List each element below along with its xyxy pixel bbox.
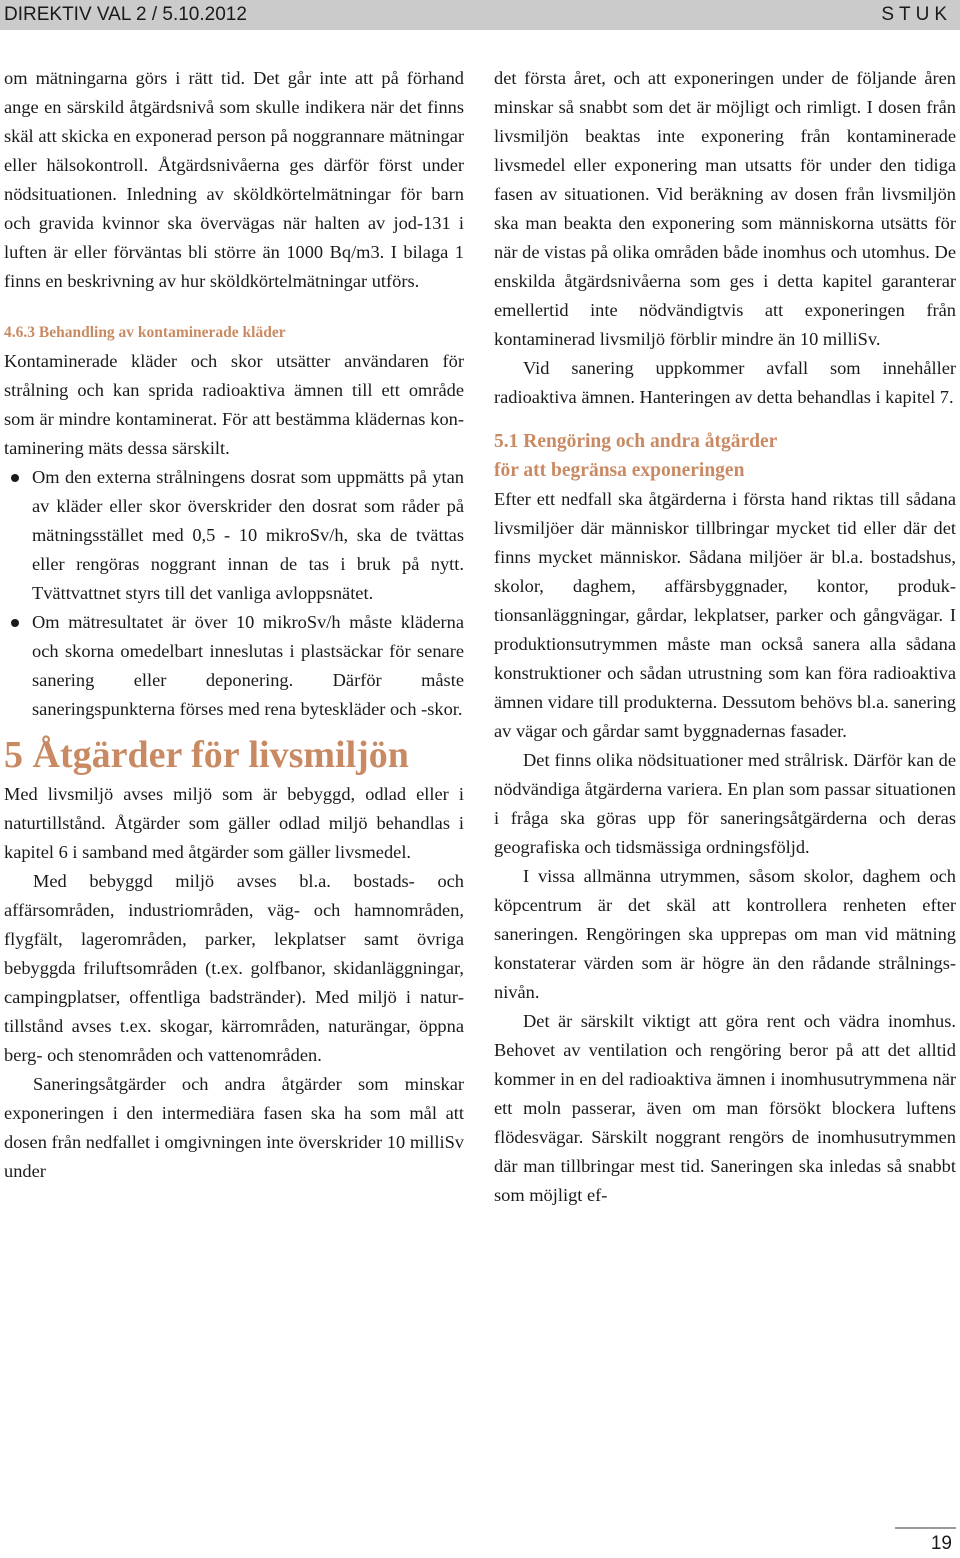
header-publisher: STUK	[881, 4, 952, 25]
subsection-heading: 4.6.3 Behandling av kontaminerade kläder	[4, 324, 286, 341]
section-heading	[494, 427, 956, 485]
body-paragraph: Med bebyggd miljö avses bl.a. bostads- och affärsområden, industriområden, väg- och hamnområden, flygfält, lagerområden, parker, lekplatser samt övriga bebyggda friluftsområden (t.ex. golfbanor, skidanläggningar, campingplatser, offentliga badstränder). Med miljö i naturtillstånd avses t.ex. skogar, kärrområden, naturängar, öppna berg- och stenområden och vattenområden.	[4, 871, 464, 1065]
body-paragraph: om mätningarna görs i rätt tid. Det går inte att på förhand ange en särskild åtgärdsnivå som skulle indikera när det finns skäl att skicka en exponerad person på noggrannare mätningar eller hälsokontroll. Åtgärdsnivåerna ges därför först under nödsituationen. Inledning av sköldkörtelmätningar för barn och gravida kvinnor ska övervägas när halten av jod-131 i luften är eller förväntas bli större än 1000 Bq/m3. I bilaga 1 finns en beskrivning av hur sköldkörtelmätningar utförs.	[4, 68, 464, 291]
right-column	[494, 64, 956, 1210]
bullet-icon	[11, 619, 19, 627]
page-number: 19	[930, 1533, 952, 1554]
body-paragraph: Saneringsåtgärder och andra åtgärder som minskar exponeringen i den intermediära fasen ska ha som mål att dosen från nedfallet i omgivningen inte överskrider 10 milliSv under	[4, 1074, 464, 1181]
body-paragraph: I vissa allmänna utrymmen, såsom skolor, daghem och köpcentrum är det skäl att kontrollera renheten efter saneringen. Rengöringen ska upprepas om man vid mätning konstaterar värden som är högre än den rådande strålningsnivån.	[494, 866, 956, 1002]
body-paragraph: Med livsmiljö avses miljö som är bebyggd, odlad eller i naturtillstånd. Åtgärder som gäller odlad miljö behandlas i kapitel 6 i samband med åtgärder som gäller livsmedel.	[4, 784, 464, 862]
body-paragraph: det första året, och att exponeringen under de följande åren minskar så snabbt som det är möjligt och rimligt. I dosen från livsmiljön beaktas inte exponering från kontaminerade livsmedel eller exponering man utsatts för under den tidiga fasen av situationen. Vid beräkning av dosen från livsmiljön ska man beakta den exponering som människorna utsätts för när de vistas på olika områden både inomhus och utomhus. De enskilda åtgärdsnivåerna som ges i detta kapitel garanterar emellertid inte nödvändigtvis att exponeringen från kontaminerad livsmiljö förblir mindre än 10 milliSv.	[494, 68, 956, 349]
chapter-title: 5 Åtgärder för livsmiljön	[4, 734, 409, 776]
section-heading-line-1: 5.1 Rengöring och andra åtgärder	[494, 431, 778, 452]
list-item	[4, 463, 464, 608]
body-paragraph: Efter ett nedfall ska åtgärderna i första hand riktas till sådana livsmiljöer där människor tillbringar mycket tid eller där det finns mycket människor. Sådana miljöer är bl.a. bostadshus, skolor, daghem, affärsbyggnader, kontor, produktionsanläggningar, gårdar, lekplatser, parker och gångvägar. I produktionsutrymmen måste man också sanera alla sådana konstruktioner och sådan utrustning som kan föra radioaktiva ämnen vidare till produkterna. Dessutom behövs bl.a. sanering av vägar och gårdar samt byggnadernas fasader.	[494, 489, 956, 741]
body-paragraph: Kontaminerade kläder och skor utsätter användaren för strålning och kan sprida radioaktiva ämnen till ett område som är mindre kontaminerat. För att bestämma klädernas kontaminering mäts dessa särskilt.	[4, 351, 464, 458]
bullet-icon	[11, 474, 19, 482]
body-paragraph: Det är särskilt viktigt att göra rent och vädra inomhus. Behovet av ventilation och rengöring beror på att det alltid kommer in en del radioaktiva ämnen i inomhusutrymmena när ett moln passerar, även om man försökt blockera luftens flödesvägar. Särskilt noggrant rengörs de inomhusutrymmen där man tillbringar mest tid. Saneringen ska inledas så snabbt som möjligt ef-	[494, 1011, 956, 1205]
section-heading-line-2: för att begränsa exponeringen	[494, 460, 745, 481]
footer-rule	[895, 1527, 956, 1529]
body-paragraph: Det finns olika nödsituationer med strålrisk. Därför kan de nödvändiga åtgärderna variera. En plan som passar situationen i fråga ska göras upp för saneringsåtgärderna och deras geografiska och tidsmässiga ordningsföljd.	[494, 750, 956, 857]
page-header	[0, 0, 960, 30]
list-item-text: Om den externa strålningens dosrat som uppmätts på ytan av kläder eller skor överskrider den dosrat som råder på mätningsstället med 0,5 - 10 mikroSv/h, ska de tvättas eller rengöras noggrant innan de tas i bruk på nytt. Tvättvattnet styrs till det vanliga avloppsnätet.	[32, 467, 464, 603]
body-paragraph: Vid sanering uppkommer avfall som innehåller radioaktiva ämnen. Hanteringen av detta behandlas i kapitel 7.	[494, 358, 956, 407]
list-item	[4, 608, 464, 724]
list-item-text: Om mätresultatet är över 10 mikroSv/h måste kläderna och skorna omedelbart inneslutas i plastsäckar för senare sanering eller deponering. Därför måste saneringspunkterna förses med rena byteskläder och -skor.	[32, 612, 464, 719]
left-column	[4, 64, 464, 1186]
bullet-list	[4, 463, 464, 724]
header-document-title: DIREKTIV VAL 2 / 5.10.2012	[4, 4, 247, 25]
